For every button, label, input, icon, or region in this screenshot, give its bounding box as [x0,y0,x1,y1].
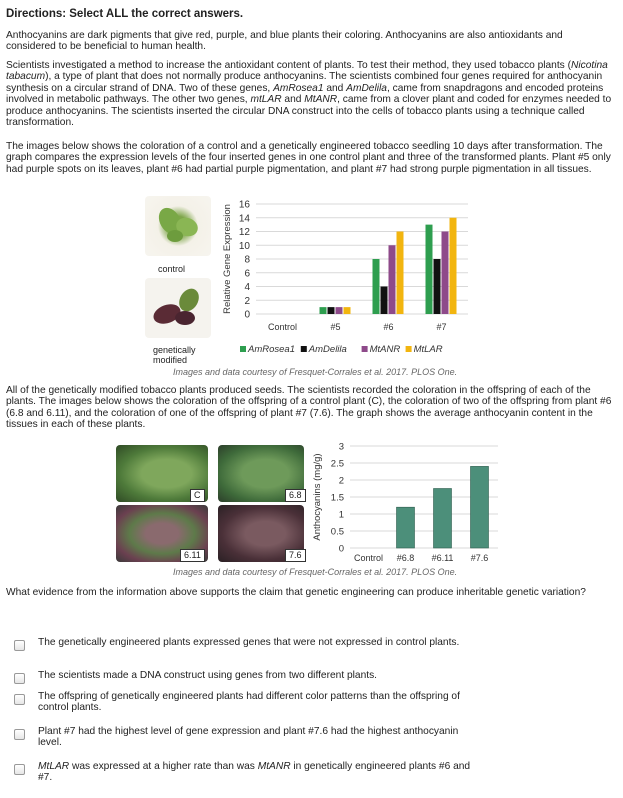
gm-seedling-photo [145,278,211,338]
checkbox[interactable] [14,764,25,775]
legend-swatch-AmRosea1 [240,346,246,352]
intro-paragraph: Anthocyanins are dark pigments that give red, purple, and blue plants their coloring. Anthocyanins are also antioxidants and considered to be beneficial to human health. [6,30,563,53]
control-photo-label: control [158,264,186,274]
x-tick-label: #7.6 [470,553,489,563]
checkbox[interactable] [14,673,25,684]
option-label: Plant #7 had the highest level of gene expression and plant #7.6 had the highest anthocyanin level. [38,726,459,749]
y-tick-label: 0.5 [330,526,344,538]
anthocyanin-chart [308,440,503,565]
y-tick-label: 8 [244,254,250,266]
y-tick-label: 1.5 [330,492,344,504]
y-tick-label: 0 [244,309,250,321]
y-tick-label: 4 [244,282,250,293]
y-tick-label: 1 [338,509,344,521]
bar-MtLAR [344,307,351,314]
bar [471,466,489,548]
x-tick-label: Control [267,322,298,332]
bar-MtLAR [397,232,404,315]
y-tick-label: 2.5 [330,458,344,470]
y-axis-title: Relative Gene Expression [222,204,233,314]
legend-label-AmRosea1: AmRosea1 [248,344,295,355]
figure2-caption: Images and data courtesy of Fresquet-Corrales et al. 2017. PLOS One. [173,567,458,577]
y-tick-label: 3 [338,441,344,453]
bar [397,507,415,548]
bar-AmRosea1 [373,259,380,314]
legend-label-MtLAR: MtLAR [413,344,443,355]
gene-expression-chart [218,196,478,361]
bar-AmRosea1 [426,225,433,314]
bar [434,489,452,549]
control-seedling-photo [145,196,211,256]
tag-6-11: 6.11 [180,549,205,562]
tag-7-6: 7.6 [285,549,306,562]
checkbox[interactable] [14,729,25,740]
option-label: MtLAR was expressed at a higher rate than was MtANR in genetically engineered plants #6 and #7. [38,761,471,784]
legend-swatch-MtANR [362,346,368,352]
bar-AmRosea1 [320,307,327,314]
x-tick-label: Control [353,553,384,563]
legend-swatch-MtLAR [406,346,412,352]
bar-MtANR [389,245,396,314]
tag-6-8: 6.8 [285,489,306,502]
y-tick-label: 2 [244,295,250,307]
purple-seedling-icon [145,278,211,338]
directions-heading: Directions: Select ALL the correct answers. [6,8,244,20]
bar-AmDelila [381,287,388,315]
checkbox[interactable] [14,640,25,651]
offspring-paragraph: All of the genetically modified tobacco plants produced seeds. The scientists recorded the coloration in the offspring of each of the plants. The images below shows the coloration of the offspring of a control plant (C), the coloration of two of the offspring from plant #6 (6.8 and 6.11), and the coloration of one of the offspring of plant #7 (7.6). The graph shows the average anthocyanin content in the tissues in each of these plants. [6,385,612,431]
y-tick-label: 6 [244,268,250,280]
y-tick-label: 0 [338,543,344,555]
checkbox[interactable] [14,694,25,705]
y-tick-label: 14 [238,213,250,225]
y-axis-title: Anthocyanins (mg/g) [312,453,323,541]
y-tick-label: 2 [338,475,344,487]
x-tick-label: #6 [383,322,394,332]
y-tick-label: 12 [238,227,250,238]
seedling-leaves-icon [145,196,211,256]
y-tick-label: 16 [238,199,250,211]
legend-swatch-AmDelila [301,346,307,352]
x-tick-label: #6.11 [431,553,454,563]
bar-MtANR [336,307,343,314]
question-text: What evidence from the information above supports the claim that genetic engineering can produce inheritable genetic variation? [6,587,586,598]
bar-MtANR [442,232,449,315]
bar-AmDelila [434,259,441,314]
figure1-caption: Images and data courtesy of Fresquet-Corrales et al. 2017. PLOS One. [173,367,458,377]
legend-label-AmDelila: AmDelila [308,344,347,355]
x-tick-label: #5 [330,322,341,332]
x-tick-label: #7 [436,322,447,332]
option-label: The offspring of genetically engineered plants had different color patterns than the offspring of control plants. [38,691,460,714]
y-tick-label: 10 [238,240,250,252]
tag-c: C [190,489,205,502]
bar-MtLAR [450,218,457,314]
observation-paragraph: The images below shows the coloration of a control and a genetically engineered tobacco seedling 10 days after transformation. The graph compares the expression levels of the four inserted genes in one control plant and three of the transformed plants. Plant #5 only had purple spots on its leaves, plant #6 had partial purple pigmentation, and plant #7 had strong purple pigmentation in all tissues. [6,141,611,175]
method-paragraph: Scientists investigated a method to increase the antioxidant content of plants. To test their method, they used tobacco plants (Nicotina tabacum), a type of plant that does not normally produce anthocyanins. The scientists combined four genes required for anthocyanin synthesis on a circular strand of DNA. Two of these genes, AmRosea1 and AmDelila, came from snapdragons and encoded proteins involved in metabolic pathways. The other two genes, mtLAR and MtANR, came from a clover plant and coded for enzymes needed to produce anthocyanins. The scientists inserted the circular DNA construct into the cells of tobacco plants using a technique called transformation. [6,60,612,129]
bar-AmDelila [328,307,335,314]
option-label: The scientists made a DNA construct using genes from two different plants. [38,670,377,681]
legend-label-MtANR: MtANR [369,344,401,355]
gm-photo-label: genetically modified [153,345,196,365]
option-label: The genetically engineered plants expressed genes that were not expressed in control plants. [38,637,460,648]
x-tick-label: #6.8 [396,553,415,563]
